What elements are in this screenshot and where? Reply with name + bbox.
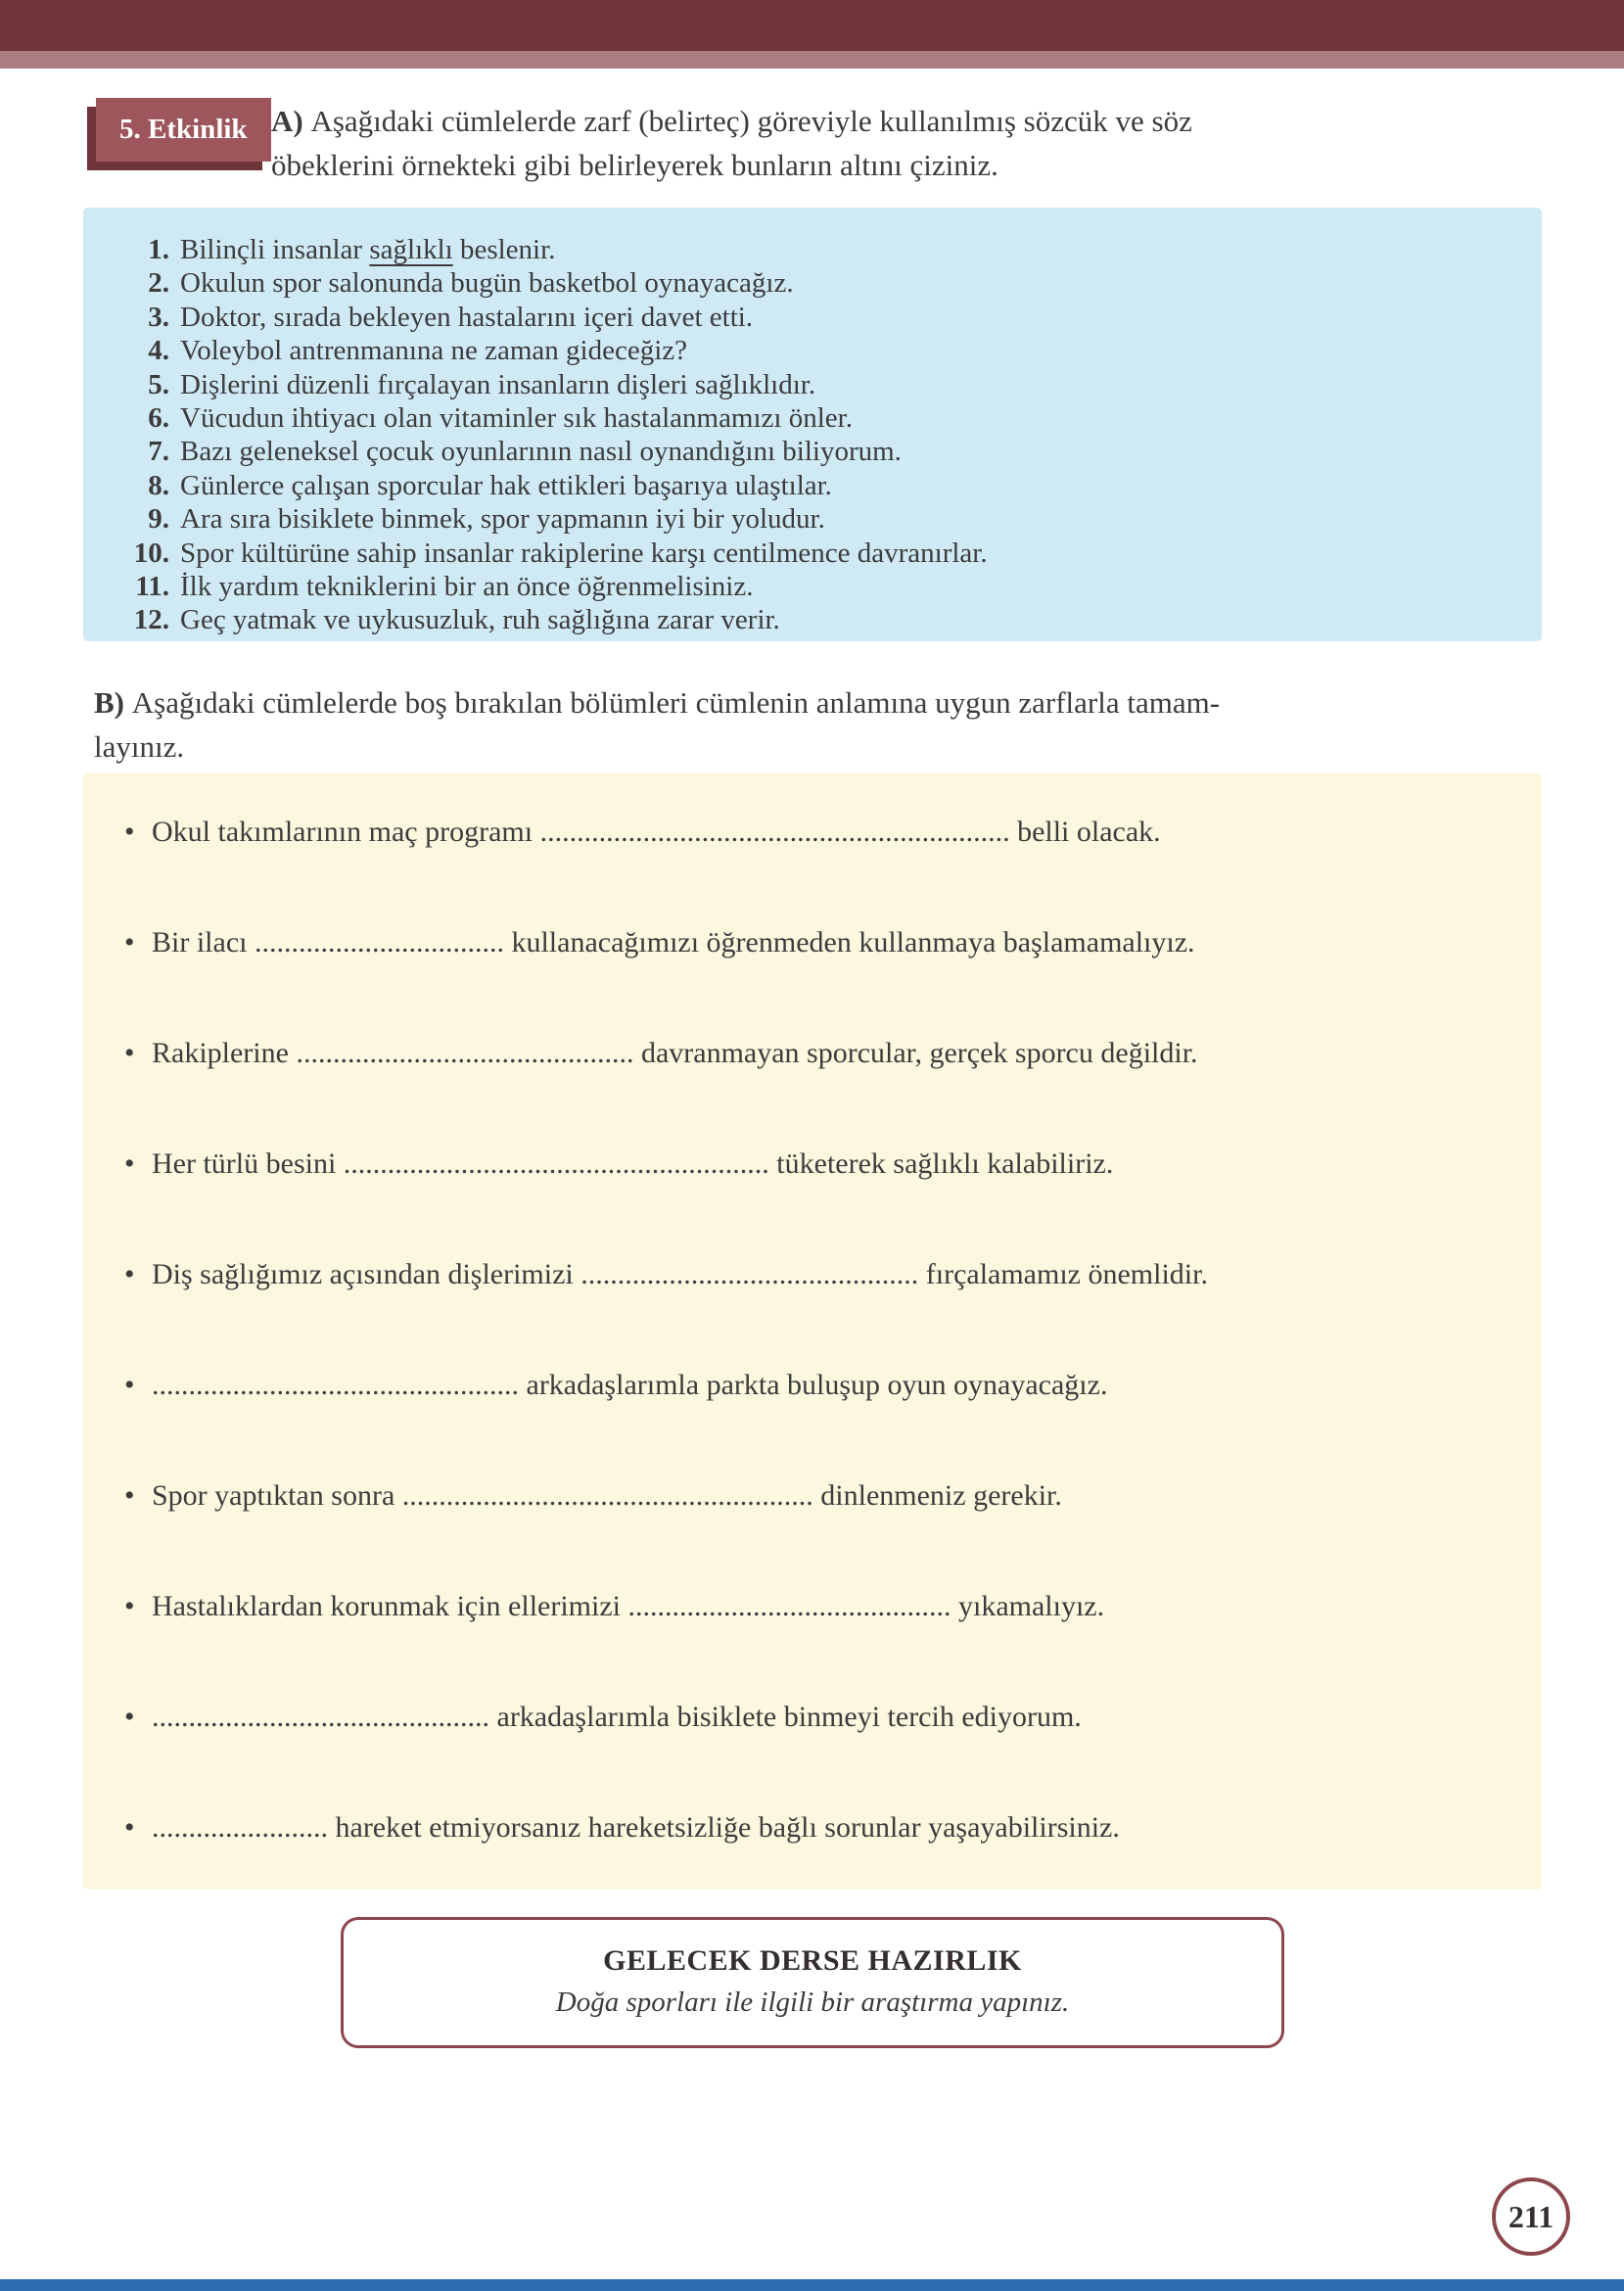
- sentence-text: [180, 603, 780, 636]
- sentence-row: [113, 401, 1512, 435]
- fill-in-item: [120, 1255, 1507, 1366]
- prep-box-subtitle: Doğa sporları ile ilgili bir araştırma yapınız.: [555, 1987, 1070, 2018]
- sentence-number: 10.: [133, 537, 169, 569]
- fill-in-text: Diş sağlığımız açısından dişlerimizi .............................................. fırçalamamız önemlidir.: [152, 1258, 1208, 1290]
- sentence-row: [113, 603, 1512, 636]
- part-a-line2: öbeklerini örnekteki gibi belirleyerek bunların altını çiziniz.: [271, 147, 998, 182]
- sentence-row: [113, 334, 1512, 367]
- fill-in-item: [120, 1808, 1507, 1919]
- part-a-instruction: [271, 100, 1554, 188]
- sentence-pre: Günlerce çalışan sporcular hak ettikleri başarıya ulaştılar.: [180, 469, 832, 501]
- sentence-text: [180, 502, 825, 536]
- sentence-post: beslenir.: [452, 234, 556, 265]
- page-number: 211: [1508, 2198, 1554, 2234]
- sentence-row: [113, 502, 1512, 536]
- part-b-text1: Aşağıdaki cümlelerde boş bırakılan bölümleri cümlenin anlamına uygun zarflarla tamam-: [131, 685, 1221, 720]
- sentence-row: [113, 469, 1512, 502]
- sentence-pre: Ara sıra bisiklete binmek, spor yapmanın iyi bir yoludur.: [180, 503, 825, 536]
- sentence-number: 6.: [148, 402, 169, 435]
- sentence-pre: Bilinçli insanlar: [180, 234, 370, 265]
- sentence-text: [180, 233, 555, 266]
- sentence-text: [180, 537, 988, 570]
- fill-in-item: [120, 1587, 1507, 1698]
- top-banner-dark: [0, 0, 1624, 51]
- top-banner-light: [0, 51, 1624, 69]
- fill-in-text: Her türlü besini .......................................................... tüketerek sağlıklı kalabiliriz.: [152, 1147, 1114, 1180]
- part-b-instruction: [94, 681, 1513, 770]
- fill-in-item: [120, 813, 1507, 923]
- sentence-pre: İlk yardım tekniklerini bir an önce öğrenmelisiniz.: [180, 571, 754, 603]
- fill-in-text: ........................ hareket etmiyorsanız hareketsizliğe bağlı sorunlar yaşayabilirsiniz.: [152, 1811, 1120, 1844]
- sentence-pre: Geç yatmak ve uykusuzluk, ruh sağlığına zarar verir.: [180, 604, 780, 636]
- bottom-strip: [0, 2279, 1624, 2291]
- sentence-text: [180, 368, 815, 401]
- activity-badge: [96, 98, 271, 162]
- sentence-pre: Vücudun ihtiyacı olan vitaminler sık hastalanmamızı önler.: [180, 402, 853, 435]
- fill-in-text: Rakiplerine .............................................. davranmayan sporcular, gerçek sporcu değildir.: [152, 1037, 1198, 1069]
- sentence-text: [180, 301, 753, 334]
- sentence-number: 8.: [148, 469, 169, 501]
- sentence-row: [113, 301, 1512, 334]
- fill-in-item: [120, 1145, 1507, 1255]
- sentence-number: 12.: [133, 604, 169, 636]
- fill-in-text: Spor yaptıktan sonra ........................................................ dinlenmeniz gerekir.: [152, 1479, 1062, 1512]
- sentence-row: [113, 435, 1512, 468]
- fill-in-text: .............................................. arkadaşlarımla bisiklete binmeyi tercih ediyorum.: [152, 1701, 1082, 1733]
- sentence-number: 11.: [135, 571, 169, 603]
- part-a-line1: [271, 100, 1554, 144]
- part-a-prefix: A): [271, 104, 303, 138]
- part-b-line2: layınız.: [94, 728, 185, 764]
- sentence-text: [180, 570, 753, 603]
- prep-box-title: GELECEK DERSE HAZIRLIK: [603, 1944, 1022, 1977]
- sentence-pre: Dişlerini düzenli fırçalayan insanların dişleri sağlıklıdır.: [180, 368, 816, 400]
- sentence-text: [180, 435, 902, 468]
- fill-in-text: Okul takımlarının maç programı ................................................................ belli olacak.: [152, 816, 1161, 848]
- sentence-number: 3.: [148, 301, 169, 333]
- sentence-text: [180, 266, 794, 300]
- sentence-number: 5.: [148, 368, 169, 400]
- sentence-row: [113, 233, 1512, 266]
- fill-in-item: [120, 1698, 1507, 1808]
- sentence-pre: Bazı geleneksel çocuk oyunlarının nasıl oynandığını biliyorum.: [180, 436, 902, 468]
- sentence-pre: Doktor, sırada bekleyen hastalarını içeri davet etti.: [180, 301, 754, 333]
- sentence-number: 1.: [148, 234, 169, 265]
- part-b-line1: [94, 681, 1513, 725]
- sentence-pre: Spor kültürüne sahip insanlar rakiplerine karşı centilmence davranırlar.: [180, 537, 988, 569]
- sentences-box: [83, 208, 1542, 641]
- sentence-pre: Voleybol antrenmanına ne zaman gideceğiz?: [180, 335, 688, 367]
- sentence-pre: Okulun spor salonunda bugün basketbol oynayacağız.: [180, 267, 794, 300]
- sentence-number: 4.: [148, 335, 169, 367]
- sentence-text: [180, 469, 832, 502]
- part-b-prefix: B): [94, 685, 124, 720]
- sentence-row: [113, 368, 1512, 401]
- sentence-number: 9.: [148, 503, 169, 536]
- fill-in-box: [83, 773, 1542, 1890]
- sentence-row: [113, 570, 1512, 603]
- fill-in-text: .................................................. arkadaşlarımla parkta buluşup oyun oynayacağız.: [152, 1369, 1108, 1401]
- activity-label: 5. Etkinlik: [119, 114, 248, 145]
- sentence-row: [113, 266, 1512, 300]
- fill-in-item: [120, 1034, 1507, 1145]
- sentence-text: [180, 401, 853, 435]
- fill-in-item: [120, 1366, 1507, 1476]
- sentence-text: [180, 334, 687, 367]
- fill-in-text: Hastalıklardan korunmak için ellerimizi ............................................ yıkamalıyız.: [152, 1590, 1105, 1622]
- sentence-number: 2.: [148, 267, 169, 300]
- sentence-row: [113, 537, 1512, 570]
- sentence-underlined-word: sağlıklı: [369, 234, 453, 265]
- page-number-badge: [1492, 2177, 1570, 2256]
- fill-in-item: [120, 1476, 1507, 1587]
- fill-in-item: [120, 923, 1507, 1034]
- part-a-text1: Aşağıdaki cümlelerde zarf (belirteç) göreviyle kullanılmış sözcük ve söz: [310, 104, 1192, 138]
- sentence-number: 7.: [148, 436, 169, 468]
- next-lesson-prep-box: [341, 1917, 1284, 2048]
- fill-in-text: Bir ilacı .................................. kullanacağımızı öğrenmeden kullanmaya başlamamalıyız.: [152, 926, 1195, 958]
